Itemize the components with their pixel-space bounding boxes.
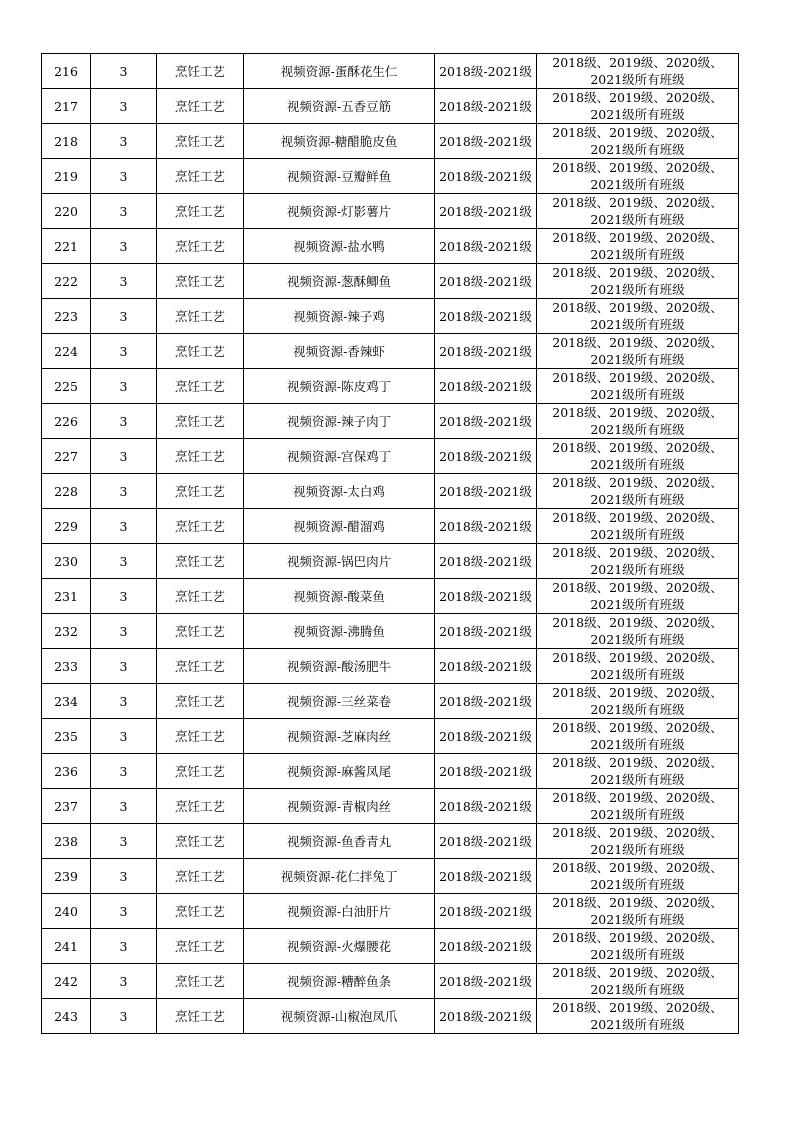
credit-cell: 3 [91,964,157,999]
class-scope-cell [537,859,739,894]
credit-cell: 3 [91,159,157,194]
class-scope-cell [537,824,739,859]
row-number-cell: 236 [42,754,91,789]
class-scope-line: 2021级所有班级 [590,982,685,997]
class-scope-line: 2021级所有班级 [590,632,685,647]
credit-cell: 3 [91,229,157,264]
resource-name-cell: 视频资源-辣子肉丁 [244,404,435,439]
class-scope-line: 2021级所有班级 [590,527,685,542]
resource-name-cell: 视频资源-盐水鸭 [244,229,435,264]
class-scope-line: 2018级、2019级、2020级、 [552,510,723,525]
table-row [42,474,739,509]
resource-name-cell: 视频资源-酸菜鱼 [244,579,435,614]
course-name-cell: 烹饪工艺 [157,194,244,229]
table-row [42,194,739,229]
table-row [42,789,739,824]
class-scope-line: 2018级、2019级、2020级、 [552,90,723,105]
class-scope-line: 2021级所有班级 [590,597,685,612]
course-name-cell: 烹饪工艺 [157,859,244,894]
class-scope-line: 2021级所有班级 [590,352,685,367]
row-number-cell: 239 [42,859,91,894]
course-name-cell: 烹饪工艺 [157,719,244,754]
course-name-cell: 烹饪工艺 [157,824,244,859]
row-number-cell: 232 [42,614,91,649]
grade-range-cell: 2018级-2021级 [435,719,537,754]
course-name-cell: 烹饪工艺 [157,439,244,474]
class-scope-cell [537,789,739,824]
class-scope-line: 2021级所有班级 [590,72,685,87]
grade-range-cell: 2018级-2021级 [435,824,537,859]
row-number-cell: 225 [42,369,91,404]
resource-name-cell: 视频资源-三丝菜卷 [244,684,435,719]
resource-name-cell: 视频资源-火爆腰花 [244,929,435,964]
resource-name-cell: 视频资源-鱼香青丸 [244,824,435,859]
table-row [42,509,739,544]
credit-cell: 3 [91,999,157,1034]
credit-cell: 3 [91,334,157,369]
class-scope-line: 2021级所有班级 [590,177,685,192]
grade-range-cell: 2018级-2021级 [435,649,537,684]
course-name-cell: 烹饪工艺 [157,369,244,404]
table-row [42,369,739,404]
resource-name-cell: 视频资源-酸汤肥牛 [244,649,435,684]
class-scope-line: 2018级、2019级、2020级、 [552,300,723,315]
class-scope-line: 2021级所有班级 [590,212,685,227]
credit-cell: 3 [91,614,157,649]
grade-range-cell: 2018级-2021级 [435,999,537,1034]
class-scope-line: 2018级、2019级、2020级、 [552,160,723,175]
class-scope-line: 2018级、2019级、2020级、 [552,1000,723,1015]
grade-range-cell: 2018级-2021级 [435,229,537,264]
course-name-cell: 烹饪工艺 [157,54,244,89]
grade-range-cell: 2018级-2021级 [435,124,537,159]
row-number-cell: 221 [42,229,91,264]
resource-name-cell: 视频资源-陈皮鸡丁 [244,369,435,404]
row-number-cell: 217 [42,89,91,124]
grade-range-cell: 2018级-2021级 [435,369,537,404]
resource-table [41,53,739,1034]
credit-cell: 3 [91,54,157,89]
resource-name-cell: 视频资源-锅巴肉片 [244,544,435,579]
class-scope-line: 2021级所有班级 [590,562,685,577]
credit-cell: 3 [91,544,157,579]
class-scope-line: 2018级、2019级、2020级、 [552,615,723,630]
table-row [42,649,739,684]
class-scope-cell [537,264,739,299]
class-scope-line: 2021级所有班级 [590,772,685,787]
grade-range-cell: 2018级-2021级 [435,509,537,544]
row-number-cell: 220 [42,194,91,229]
class-scope-line: 2018级、2019级、2020级、 [552,790,723,805]
credit-cell: 3 [91,404,157,439]
class-scope-cell [537,684,739,719]
table-row [42,159,739,194]
class-scope-line: 2021级所有班级 [590,912,685,927]
class-scope-line: 2021级所有班级 [590,422,685,437]
class-scope-line: 2018级、2019级、2020级、 [552,860,723,875]
course-name-cell: 烹饪工艺 [157,754,244,789]
credit-cell: 3 [91,684,157,719]
table-row [42,229,739,264]
row-number-cell: 237 [42,789,91,824]
class-scope-line: 2021级所有班级 [590,877,685,892]
course-name-cell: 烹饪工艺 [157,614,244,649]
row-number-cell: 235 [42,719,91,754]
table-row [42,719,739,754]
class-scope-line: 2021级所有班级 [590,142,685,157]
class-scope-line: 2018级、2019级、2020级、 [552,545,723,560]
class-scope-cell [537,649,739,684]
resource-name-cell: 视频资源-白油肝片 [244,894,435,929]
table-row [42,754,739,789]
credit-cell: 3 [91,124,157,159]
table-row [42,964,739,999]
course-name-cell: 烹饪工艺 [157,789,244,824]
row-number-cell: 223 [42,299,91,334]
row-number-cell: 224 [42,334,91,369]
class-scope-line: 2018级、2019级、2020级、 [552,580,723,595]
course-name-cell: 烹饪工艺 [157,229,244,264]
row-number-cell: 241 [42,929,91,964]
table-row [42,929,739,964]
class-scope-line: 2018级、2019级、2020级、 [552,685,723,700]
class-scope-cell [537,369,739,404]
course-name-cell: 烹饪工艺 [157,929,244,964]
class-scope-cell [537,614,739,649]
row-number-cell: 233 [42,649,91,684]
course-name-cell: 烹饪工艺 [157,264,244,299]
class-scope-line: 2018级、2019级、2020级、 [552,440,723,455]
table-row [42,824,739,859]
table-row [42,54,739,89]
course-name-cell: 烹饪工艺 [157,964,244,999]
class-scope-cell [537,544,739,579]
row-number-cell: 219 [42,159,91,194]
resource-name-cell: 视频资源-芝麻肉丝 [244,719,435,754]
class-scope-line: 2018级、2019级、2020级、 [552,825,723,840]
class-scope-line: 2021级所有班级 [590,947,685,962]
row-number-cell: 240 [42,894,91,929]
resource-name-cell: 视频资源-蛋酥花生仁 [244,54,435,89]
grade-range-cell: 2018级-2021级 [435,684,537,719]
class-scope-line: 2021级所有班级 [590,807,685,822]
row-number-cell: 227 [42,439,91,474]
class-scope-line: 2018级、2019级、2020级、 [552,965,723,980]
grade-range-cell: 2018级-2021级 [435,299,537,334]
class-scope-cell [537,929,739,964]
grade-range-cell: 2018级-2021级 [435,894,537,929]
credit-cell: 3 [91,474,157,509]
row-number-cell: 230 [42,544,91,579]
class-scope-line: 2021级所有班级 [590,492,685,507]
class-scope-line: 2021级所有班级 [590,317,685,332]
credit-cell: 3 [91,789,157,824]
grade-range-cell: 2018级-2021级 [435,579,537,614]
grade-range-cell: 2018级-2021级 [435,54,537,89]
class-scope-line: 2021级所有班级 [590,247,685,262]
grade-range-cell: 2018级-2021级 [435,334,537,369]
table-row [42,264,739,299]
resource-name-cell: 视频资源-糖醋脆皮鱼 [244,124,435,159]
course-name-cell: 烹饪工艺 [157,89,244,124]
class-scope-line: 2018级、2019级、2020级、 [552,370,723,385]
class-scope-line: 2021级所有班级 [590,107,685,122]
class-scope-line: 2021级所有班级 [590,1017,685,1032]
class-scope-cell [537,159,739,194]
grade-range-cell: 2018级-2021级 [435,194,537,229]
grade-range-cell: 2018级-2021级 [435,614,537,649]
table-row [42,859,739,894]
class-scope-line: 2021级所有班级 [590,387,685,402]
credit-cell: 3 [91,264,157,299]
resource-name-cell: 视频资源-青椒肉丝 [244,789,435,824]
class-scope-line: 2018级、2019级、2020级、 [552,55,723,70]
course-name-cell: 烹饪工艺 [157,299,244,334]
credit-cell: 3 [91,579,157,614]
row-number-cell: 229 [42,509,91,544]
credit-cell: 3 [91,894,157,929]
table-row [42,544,739,579]
resource-name-cell: 视频资源-太白鸡 [244,474,435,509]
resource-name-cell: 视频资源-醋溜鸡 [244,509,435,544]
row-number-cell: 228 [42,474,91,509]
resource-name-cell: 视频资源-葱酥鲫鱼 [244,264,435,299]
credit-cell: 3 [91,369,157,404]
resource-name-cell: 视频资源-豆瓣鲜鱼 [244,159,435,194]
resource-name-cell: 视频资源-宫保鸡丁 [244,439,435,474]
table-row [42,124,739,159]
class-scope-cell [537,509,739,544]
class-scope-cell [537,579,739,614]
credit-cell: 3 [91,89,157,124]
class-scope-cell [537,439,739,474]
class-scope-line: 2018级、2019级、2020级、 [552,895,723,910]
class-scope-cell [537,964,739,999]
class-scope-line: 2018级、2019级、2020级、 [552,335,723,350]
credit-cell: 3 [91,509,157,544]
class-scope-cell [537,474,739,509]
course-name-cell: 烹饪工艺 [157,509,244,544]
credit-cell: 3 [91,719,157,754]
class-scope-cell [537,54,739,89]
table-row [42,894,739,929]
table-row [42,999,739,1034]
course-name-cell: 烹饪工艺 [157,579,244,614]
credit-cell: 3 [91,299,157,334]
class-scope-line: 2018级、2019级、2020级、 [552,475,723,490]
credit-cell: 3 [91,649,157,684]
resource-name-cell: 视频资源-糟醉鱼条 [244,964,435,999]
class-scope-cell [537,124,739,159]
grade-range-cell: 2018级-2021级 [435,439,537,474]
row-number-cell: 242 [42,964,91,999]
table-row [42,404,739,439]
credit-cell: 3 [91,929,157,964]
resource-name-cell: 视频资源-沸腾鱼 [244,614,435,649]
class-scope-line: 2021级所有班级 [590,702,685,717]
row-number-cell: 231 [42,579,91,614]
class-scope-line: 2018级、2019级、2020级、 [552,230,723,245]
class-scope-cell [537,754,739,789]
class-scope-line: 2018级、2019级、2020级、 [552,650,723,665]
row-number-cell: 243 [42,999,91,1034]
row-number-cell: 218 [42,124,91,159]
grade-range-cell: 2018级-2021级 [435,964,537,999]
course-name-cell: 烹饪工艺 [157,684,244,719]
class-scope-line: 2021级所有班级 [590,667,685,682]
course-name-cell: 烹饪工艺 [157,404,244,439]
credit-cell: 3 [91,754,157,789]
table-row [42,89,739,124]
course-name-cell: 烹饪工艺 [157,124,244,159]
grade-range-cell: 2018级-2021级 [435,929,537,964]
table-row [42,684,739,719]
class-scope-line: 2018级、2019级、2020级、 [552,265,723,280]
credit-cell: 3 [91,859,157,894]
table-row [42,579,739,614]
grade-range-cell: 2018级-2021级 [435,89,537,124]
grade-range-cell: 2018级-2021级 [435,789,537,824]
course-name-cell: 烹饪工艺 [157,894,244,929]
resource-name-cell: 视频资源-五香豆筋 [244,89,435,124]
course-name-cell: 烹饪工艺 [157,999,244,1034]
class-scope-cell [537,719,739,754]
course-name-cell: 烹饪工艺 [157,649,244,684]
resource-name-cell: 视频资源-麻酱凤尾 [244,754,435,789]
grade-range-cell: 2018级-2021级 [435,859,537,894]
class-scope-cell [537,404,739,439]
grade-range-cell: 2018级-2021级 [435,544,537,579]
grade-range-cell: 2018级-2021级 [435,404,537,439]
class-scope-cell [537,894,739,929]
class-scope-cell [537,229,739,264]
class-scope-cell [537,89,739,124]
resource-name-cell: 视频资源-辣子鸡 [244,299,435,334]
table-row [42,439,739,474]
row-number-cell: 234 [42,684,91,719]
credit-cell: 3 [91,439,157,474]
row-number-cell: 238 [42,824,91,859]
row-number-cell: 216 [42,54,91,89]
grade-range-cell: 2018级-2021级 [435,474,537,509]
row-number-cell: 226 [42,404,91,439]
resource-name-cell: 视频资源-灯影薯片 [244,194,435,229]
resource-name-cell: 视频资源-花仁拌兔丁 [244,859,435,894]
resource-name-cell: 视频资源-香辣虾 [244,334,435,369]
course-name-cell: 烹饪工艺 [157,159,244,194]
class-scope-line: 2018级、2019级、2020级、 [552,195,723,210]
credit-cell: 3 [91,194,157,229]
credit-cell: 3 [91,824,157,859]
table-row [42,614,739,649]
class-scope-cell [537,334,739,369]
class-scope-line: 2018级、2019级、2020级、 [552,930,723,945]
grade-range-cell: 2018级-2021级 [435,754,537,789]
row-number-cell: 222 [42,264,91,299]
class-scope-line: 2021级所有班级 [590,737,685,752]
class-scope-cell [537,999,739,1034]
table-row [42,334,739,369]
table-row [42,299,739,334]
class-scope-line: 2021级所有班级 [590,282,685,297]
class-scope-cell [537,299,739,334]
course-name-cell: 烹饪工艺 [157,334,244,369]
grade-range-cell: 2018级-2021级 [435,159,537,194]
class-scope-cell [537,194,739,229]
class-scope-line: 2018级、2019级、2020级、 [552,405,723,420]
class-scope-line: 2018级、2019级、2020级、 [552,720,723,735]
class-scope-line: 2021级所有班级 [590,842,685,857]
course-name-cell: 烹饪工艺 [157,474,244,509]
resource-table-body [42,54,739,1034]
resource-name-cell: 视频资源-山椒泡凤爪 [244,999,435,1034]
grade-range-cell: 2018级-2021级 [435,264,537,299]
class-scope-line: 2018级、2019级、2020级、 [552,755,723,770]
class-scope-line: 2021级所有班级 [590,457,685,472]
class-scope-line: 2018级、2019级、2020级、 [552,125,723,140]
course-name-cell: 烹饪工艺 [157,544,244,579]
